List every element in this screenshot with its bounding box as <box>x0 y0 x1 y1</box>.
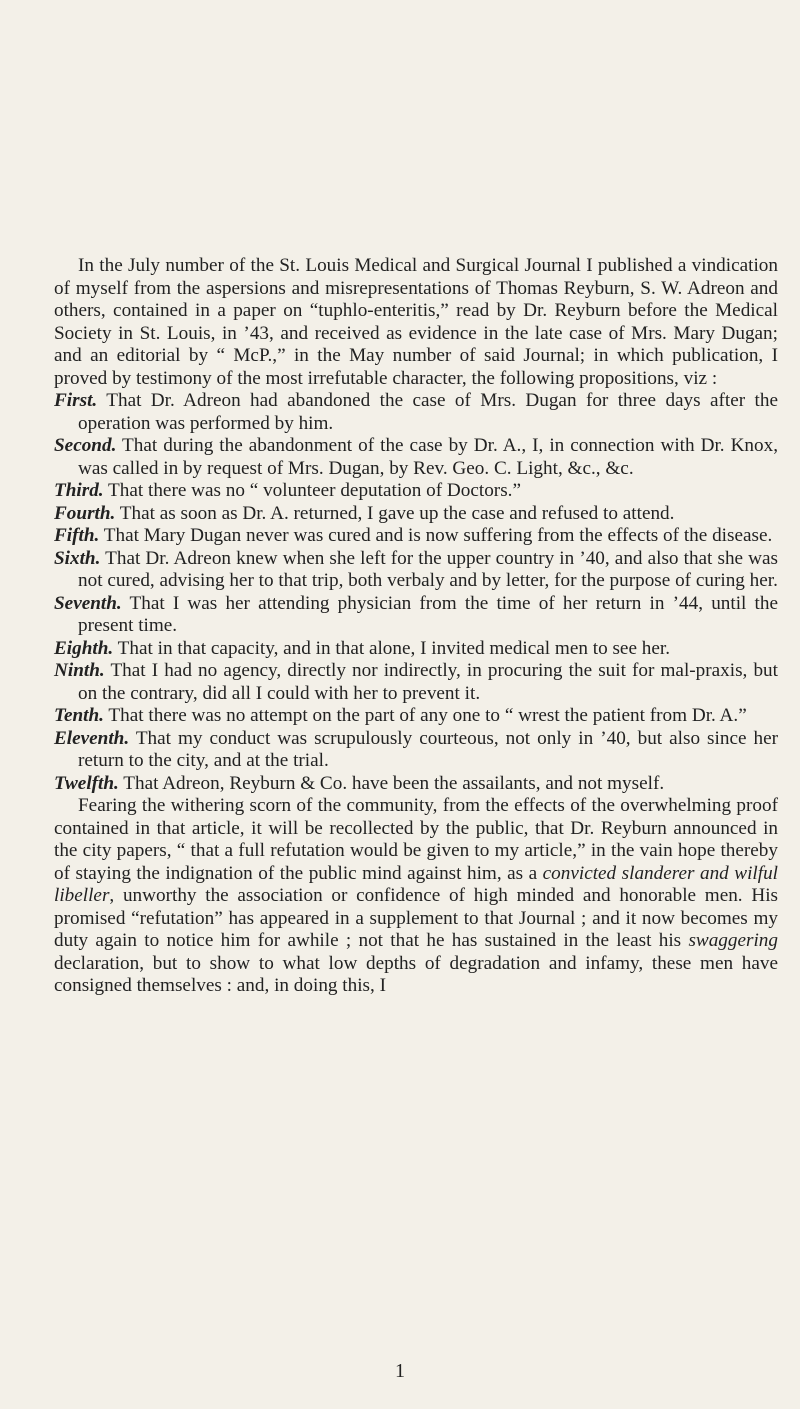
proposition-ordinal: Seventh. <box>54 592 122 614</box>
proposition-text: That I had no agency, directly nor indirectly, in procuring the suit for mal-praxis, but on the contrary, did all I could with her to prevent it. <box>78 660 778 704</box>
proposition-ordinal: Sixth. <box>54 547 101 569</box>
proposition-text: That I was her attending physician from the time of her return in ’44, until the present time. <box>78 592 778 636</box>
proposition-item <box>54 525 778 548</box>
intro-paragraph: In the July number of the St. Louis Medical and Surgical Journal I published a vindication of myself from the aspersions and misrepresentations of Thomas Reyburn, S. W. Adreon and others, contained in a paper on “tuphlo-enteritis,” read by Dr. Reyburn before the Medical Society in St. Louis, in ’43, and received as evidence in the late case of Mrs. Mary Dugan; and an editorial by “ McP.,” in the May number of said Journal; in which publication, I proved by testimony of the most irrefutable character, the following propositions, viz : <box>54 255 778 389</box>
proposition-item <box>54 593 778 638</box>
proposition-item <box>54 480 778 503</box>
proposition-ordinal: Eleventh. <box>54 727 130 749</box>
page-number: 1 <box>395 1360 405 1382</box>
closing-emphasis-2: swaggering <box>688 930 778 951</box>
proposition-ordinal: Tenth. <box>54 705 104 726</box>
closing-text-2: , unworthy the association or confidence of high minded and honorable men. His promised “refutation” has appeared in a supplement to that Journal ; and it now becomes my duty again to notice him for awhile ; not that he has sustained in the least his <box>54 885 778 951</box>
proposition-text: That as soon as Dr. A. returned, I gave up the case and refused to attend. <box>119 502 675 524</box>
proposition-item <box>54 728 778 773</box>
proposition-text: That there was no “ volunteer deputation of Doctors.” <box>108 480 521 501</box>
closing-paragraph <box>54 795 778 998</box>
proposition-ordinal: Ninth. <box>54 660 105 681</box>
closing-emphasis-1: convicted slanderer and wilful libeller <box>54 862 778 906</box>
proposition-item <box>54 705 778 728</box>
proposition-ordinal: Fifth. <box>54 525 100 546</box>
closing-text-3: declaration, but to show to what low depths of degradation and infamy, these men have consigned themselves : and, in doing this, I <box>54 952 778 996</box>
proposition-item <box>54 435 778 480</box>
proposition-text: That Adreon, Reyburn & Co. have been the assailants, and not myself. <box>123 772 665 794</box>
proposition-ordinal: Twelfth. <box>54 772 119 794</box>
proposition-ordinal: Eighth. <box>54 637 114 659</box>
proposition-ordinal: Second. <box>54 435 117 456</box>
proposition-item <box>54 773 778 796</box>
proposition-text: That Mary Dugan never was cured and is now suffering from the effects of the disease. <box>103 525 773 546</box>
proposition-text: That there was no attempt on the part of any one to “ wrest the patient from Dr. A.” <box>108 705 747 726</box>
proposition-item <box>54 638 778 661</box>
proposition-item <box>54 503 778 526</box>
proposition-ordinal: First. <box>54 390 98 411</box>
proposition-ordinal: Fourth. <box>54 502 116 524</box>
proposition-ordinal: Third. <box>54 480 104 501</box>
propositions-list <box>54 390 778 795</box>
proposition-item <box>54 660 778 705</box>
proposition-text: That in that capacity, and in that alone, I invited medical men to see her. <box>117 637 670 659</box>
proposition-item <box>54 390 778 435</box>
proposition-text: That during the abandonment of the case by Dr. A., I, in connection with Dr. Knox, was called in by request of Mrs. Dugan, by Rev. Geo. C. Light, &c., &c. <box>78 435 779 479</box>
proposition-text: That Dr. Adreon knew when she left for the upper country in ’40, and also that she was not cured, advising her to that trip, both verbaly and by letter, for the purpose of curing her. <box>78 547 779 591</box>
body-text <box>54 255 778 998</box>
proposition-text: That Dr. Adreon had abandoned the case of Mrs. Dugan for three days after the operation was performed by him. <box>78 390 778 434</box>
proposition-text: That my conduct was scrupulously courteous, not only in ’40, but also since her return to the city, and at the trial. <box>78 727 778 771</box>
proposition-item <box>54 548 778 593</box>
closing-text-1: Fearing the withering scorn of the community, from the effects of the overwhelming proof contained in that article, it will be recollected by the public, that Dr. Reyburn announced in the city papers, “ that a full refutation would be given to my article,” in the vain hope thereby of staying the indignation of the public mind against him, as a <box>54 795 778 884</box>
